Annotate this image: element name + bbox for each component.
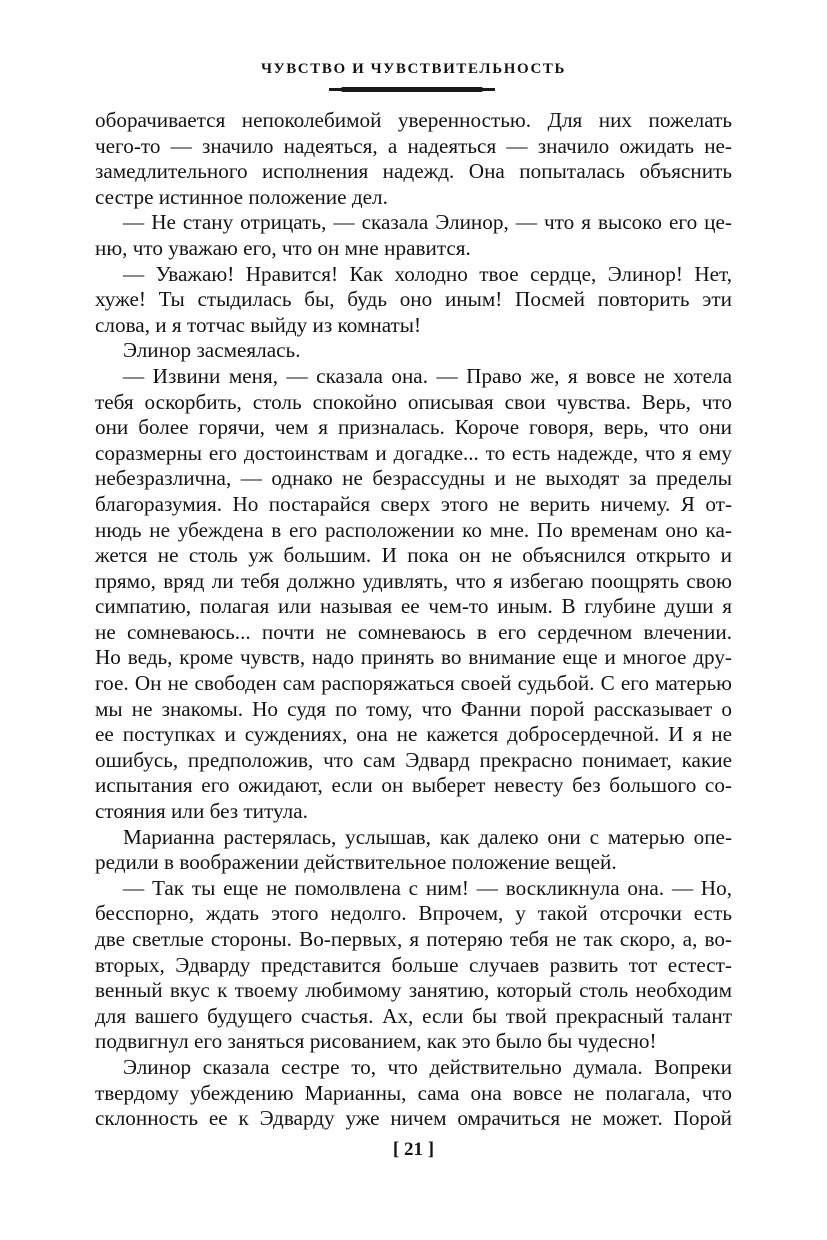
- text-line: твердому убеждению Марианны, сама она вовсе не полагала, что: [95, 1080, 732, 1105]
- text-line: соразмерны его достоинствам и догадке... то есть надежде, что я ему: [95, 440, 732, 465]
- text-line: склонность ее к Эдварду уже ничем омрачиться не может. Порой: [95, 1106, 732, 1131]
- text-line: две светлые стороны. Во-первых, я потеряю тебя не так скоро, а, во-: [95, 927, 732, 951]
- text-line: — Извини меня, — сказала она. — Право же, я вовсе не хотела: [123, 363, 732, 388]
- text-line: ее поступках и суждениях, она не кажется добросердечной. И я не: [95, 722, 732, 747]
- text-line: они более горячи, чем я призналась. Короче говоря, верь, что они: [95, 415, 732, 440]
- text-line: небезразлична, — однако не безрассудны и не выходят за пределы: [95, 466, 732, 491]
- header-ornament-rule: [329, 88, 495, 91]
- text-line: вторых, Эдварду представится больше случаев развить тот естест-: [95, 952, 732, 977]
- text-line: — Уважаю! Нравится! Как холодно твое сердце, Элинор! Нет,: [123, 261, 732, 286]
- text-line: Но ведь, кроме чувств, надо принять во внимание еще и многое дру-: [95, 645, 732, 670]
- text-line: гое. Он не свободен сам распоряжаться своей судьбой. С его матерью: [95, 671, 732, 696]
- running-head: ЧУВСТВО И ЧУВСТВИТЕЛЬНОСТЬ: [260, 61, 566, 77]
- text-line: бесспорно, ждать этого недолго. Впрочем, у такой отсрочки есть: [95, 901, 732, 926]
- text-line: испытания его ожидают, если он выберет невесту без большого со-: [95, 773, 732, 798]
- text-line: подвигнул его заняться рисованием, как это было бы чудесно!: [95, 1029, 657, 1054]
- text-line: благоразумия. Но постарайся сверх этого не верить ничему. Я от-: [95, 491, 732, 516]
- text-line: Элинор сказала сестре то, что действительно думала. Вопреки: [123, 1054, 732, 1079]
- text-line: сестре истинное положение дел.: [95, 184, 388, 209]
- text-line: ню, что уважаю его, что он мне нравится.: [95, 235, 471, 260]
- text-line: хуже! Ты стыдилась бы, будь оно иным! Посмей повторить эти: [95, 287, 732, 312]
- text-line: не сомневаюсь... почти не сомневаюсь в его сердечном влечении.: [95, 619, 732, 644]
- body-text: [95, 108, 732, 1132]
- text-line: для вашего будущего счастья. Ах, если бы твой прекрасный талант: [95, 1003, 732, 1028]
- text-line: слова, и я тотчас выйду из комнаты!: [95, 312, 422, 337]
- text-line: ошибусь, предположив, что сам Эдвард прекрасно понимает, какие: [95, 747, 732, 772]
- text-line: Элинор засмеялась.: [123, 338, 301, 363]
- text-line: мы не знакомы. Но судя по тому, что Фанни порой рассказывает о: [95, 696, 732, 721]
- text-line: симпатию, полагая или называя ее чем-то иным. В глубине души я: [95, 594, 732, 619]
- text-line: редили в воображении действительное положение вещей.: [95, 850, 617, 875]
- text-line: Марианна растерялась, услышав, как далеко они с матерью опе-: [123, 824, 732, 849]
- text-line: оборачивается непоколебимой уверенностью. Для них пожелать: [95, 108, 732, 132]
- text-line: стояния или без титула.: [95, 799, 308, 824]
- text-line: замедлительного исполнения надежд. Она попыталась объяснить: [95, 159, 732, 184]
- text-line: тебя оскорбить, столь спокойно описывая свои чувства. Верь, что: [95, 389, 732, 414]
- text-line: чего-то — значило надеяться, а надеяться — значило ожидать не-: [95, 133, 732, 158]
- text-line: нюдь не убеждена в его расположении ко мне. По временам оно ка-: [95, 517, 732, 542]
- text-line: прямо, вряд ли тебя должно удивлять, что я избегаю поощрять свою: [95, 568, 732, 593]
- text-line: — Не стану отрицать, — сказала Элинор, — что я высоко его це-: [123, 210, 732, 235]
- text-line: венный вкус к твоему любимому занятию, который столь необходим: [95, 978, 732, 1003]
- text-line: жется не столь уж большим. И пока он не объяснился открыто и: [95, 543, 732, 568]
- text-line: — Так ты еще не помолвлена с ним! — воскликнула она. — Но,: [123, 875, 732, 900]
- page-number: [ 21 ]: [392, 1139, 435, 1160]
